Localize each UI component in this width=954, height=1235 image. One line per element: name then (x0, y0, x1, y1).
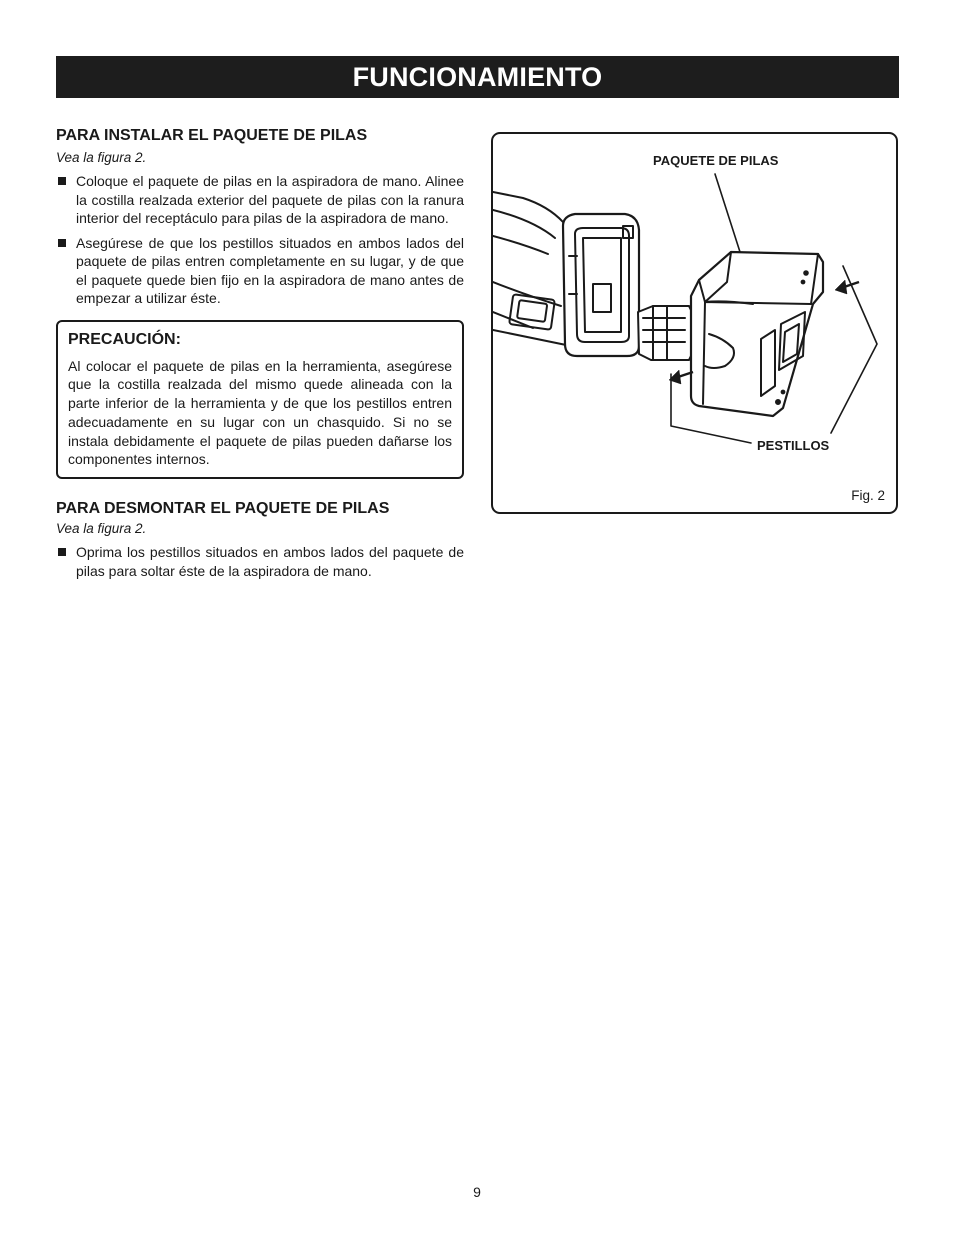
caution-title: PRECAUCIÓN: (68, 330, 181, 348)
section-title: FUNCIONAMIENTO (56, 56, 899, 98)
figure-caption: Fig. 2 (851, 488, 885, 503)
figure-2 (491, 132, 898, 514)
remove-see-figure: Vea la figura 2. (56, 521, 147, 537)
install-steps (56, 172, 464, 308)
battery-pack-illustration (493, 134, 896, 512)
install-step-text: Asegúrese de que los pestillos situados en ambos lados del paquete de pilas entren completamente en su lugar, y de que el paquete quede bien fijo en la aspiradora de mano antes de empezar a utilizar éste. (76, 234, 464, 306)
page-number: 9 (473, 1184, 481, 1200)
remove-steps (56, 543, 464, 580)
install-see-figure: Vea la figura 2. (56, 150, 147, 165)
bullet-square-icon (58, 239, 66, 247)
remove-step-text: Oprima los pestillos situados en ambos lados del paquete de pilas para soltar éste de la aspiradora de mano. (76, 544, 464, 579)
install-step-text: Coloque el paquete de pilas en la aspiradora de mano. Alinee la costilla realzada exterior del paquete de pilas con la ranura interior del receptáculo para pilas de la aspiradora de mano. (76, 173, 464, 226)
bullet-square-icon (58, 177, 66, 185)
remove-heading: PARA DESMONTAR EL PAQUETE DE PILAS (56, 500, 390, 518)
remove-section (56, 499, 464, 580)
install-heading: PARA INSTALAR EL PAQUETE DE PILAS (56, 127, 368, 144)
list-item (56, 234, 464, 308)
instructions-column (56, 126, 464, 586)
caution-body: Al colocar el paquete de pilas en la herramienta, asegúrese que la costilla realzada del mismo quede alineada con la parte inferior de la herramienta y de que los pestillos entren adecuadamente en su lugar con un chasquido. Si no se instala debidamente el paquete de pilas pueden dañarse los componentes internos. (68, 357, 452, 468)
battery-pack-label: PAQUETE DE PILAS (653, 153, 779, 168)
list-item (56, 543, 464, 580)
bullet-square-icon (58, 548, 66, 556)
latches-label: PESTILLOS (757, 438, 830, 453)
caution-box (56, 320, 464, 480)
list-item (56, 172, 464, 228)
